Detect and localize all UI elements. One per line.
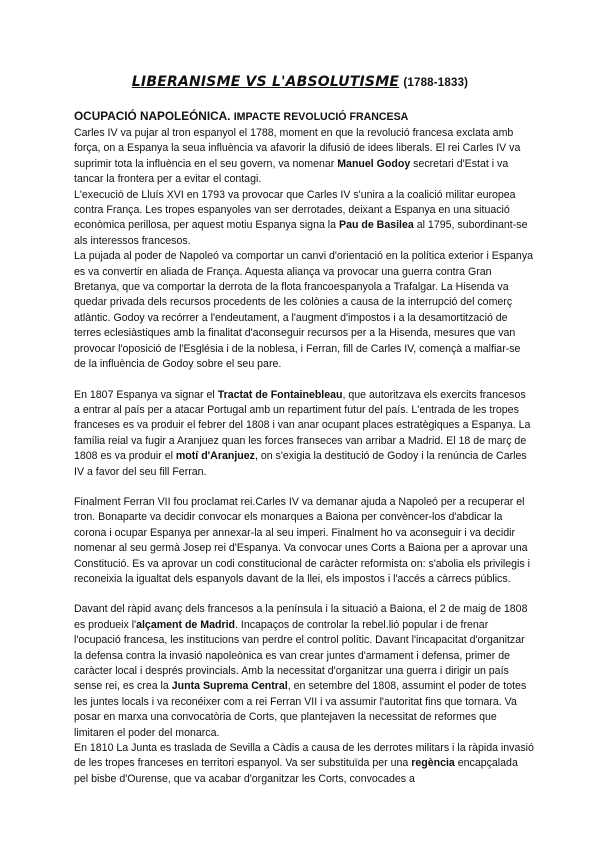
p4-bold-1: Tractat de Fontainebleau [217,388,343,401]
p6-text-3: , en setembre del 1808, assumint el poder de totes les juntes locals i va reconéixer com a rei Ferran VII i va assumir l'autoritat fins que tornara. Va posar en marxa una convocatòria de Corts, que plantejaven la necessitat de reformes que limitaren el poder del monarca. [74,680,527,739]
p2-bold-1: Pau de Basilea [339,219,414,232]
p4-text-3: , on s'exigia la destitució de Godoy i la renúncia de Carles IV a favor del seu fill Ferran. [74,450,527,478]
paragraph-3 [74,249,534,372]
document-title [0,74,600,90]
p4-text-1: En 1807 Espanya va signar el [74,388,218,401]
section-heading [74,108,534,125]
p7-text-2: encapçalada pel bisbe d'Ourense, que va acabar d'organitzar les Corts, convocades a [74,757,518,785]
paragraph-gap [74,587,534,602]
p5-text-1: Finalment Ferran VII fou proclamat rei.Carles IV va demanar ajuda a Napoleó per a recuperar el tron. Bonaparte va decidir convocar els monarques a Baiona per convèncer-los d'abdicar la corona i ocupar Espanya per annexar-la al seu imperi. Finalment ho va aconseguir i va decidir nomenar al seu germà Josep rei d'Espanya. Va convocar unes Corts a Baiona per a aprovar una Constitució. Es va aprovar un codi constitucional de caràcter reformista on: s'abolia els privilegis i reconeixia la igualtat dels espanyols davant de la llei, els impostos i l'accés a càrrecs públics. [74,495,531,585]
p6-text-1: Davant del ràpid avanç dels francesos a la península i la situació a Baiona, el 2 de maig de 1808 es produeix l' [74,603,528,631]
p3-text-1: La pujada al poder de Napoleó va comportar un canvi d'orientació en la política exterior i Espanya es va convertir en aliada de França. Aquesta aliança va provocar una guerra contra Gran Bretanya, que va comportar la derrota de la flota francoespanyola a Trafalgar. La Hisenda va quedar privada dels recursos procedents de les colònies a causa de la interrupció del comerç atlàntic. Godoy va recórrer a l'endeutament, a l'augment d'impostos i a la desamortització de terres eclesiàstiques amb la finalitat d'aconseguir recursos per a la Hisenda, mesures que van provocar l'oposició de l'Església i de la noblesa, i Ferran, fill de Carles IV, començà a malfiar-se de la influència de Godoy sobre el seu pare. [74,250,534,371]
section-heading-main: OCUPACIÓ NAPOLEÓNICA. [74,109,231,123]
p1-text-2: secretari d'Estat i va tancar la frontera per a evitar el contagi. [74,157,509,186]
p4-bold-2: motí d'Aranjuez [175,450,255,463]
p1-bold-1: Manuel Godoy [337,157,411,170]
p7-bold-1: regència [411,757,455,770]
p1-text-1: Carles IV va pujar al tron espanyol el 1788, moment en que la revolució francesa exclata amb força, on a Espanya la seua influència va afavorir la difusió de idees liberals. El rei Carles IV va suprimir tota la influència en el seu govern, va nomenar [74,127,521,170]
title-main: LIBERANISME VS L'ABSOLUTISME [131,74,400,90]
document-body [74,108,534,787]
p2-text-2: al 1795, subordinant-se als interessos francesos. [74,219,528,247]
paragraph-gap [74,373,534,388]
p2-text-1: L'execució de Lluís XVI en 1793 va provocar que Carles IV s'unira a la coalició militar europea contra França. Les tropes espanyoles van ser derrotades, deixant a Espanya en una situació econòmica perillosa, per aquest motiu Espanya signa la [74,188,516,232]
paragraph-7 [74,741,534,787]
p6-bold-2: Junta Suprema Central [171,680,288,693]
p6-bold-1: alçament de Madrid [136,618,235,631]
p4-text-2: , que autoritzava els exercits francesos a entrar al país per a atacar Portugal amb un repartiment futur del país. L'entrada de les tropes franceses es va produir el febrer del 1808 i van anar ocupant places estratègiques a Espanya. La família reial va fugir a Aranjuez quan les forces franseces van arribar a Madrid. El 18 de març de 1808 es va produir el [74,388,531,463]
title-years: (1788-1833) [403,77,469,89]
paragraph-6 [74,602,534,741]
paragraph-5 [74,495,534,587]
paragraph-1 [74,126,534,188]
paragraph-2 [74,188,534,250]
paragraph-4 [74,388,534,480]
p6-text-2: . Incapaços de controlar la rebel.lió popular i de frenar l'ocupació francesa, les institucions van perdre el control polític. Davant l'incapacitat d'organitzar la defensa contra la invasió napoleònica es van crear juntes d'armament i defensa, primer de caràcter local i després provincials. Amb la necessitat d'organitzar una guerra i dirigir un país sense rei, es crea la [74,618,525,693]
section-heading-sub: IMPACTE REVOLUCIÓ FRANCESA [233,111,409,123]
p7-text-1: En 1810 La Junta es traslada de Sevilla a Càdis a causa de les derrotes militars i la ràpida invasió de les tropes franceses en territori espanyol. Va ser substituïda per una [74,742,534,770]
paragraph-gap [74,480,534,495]
